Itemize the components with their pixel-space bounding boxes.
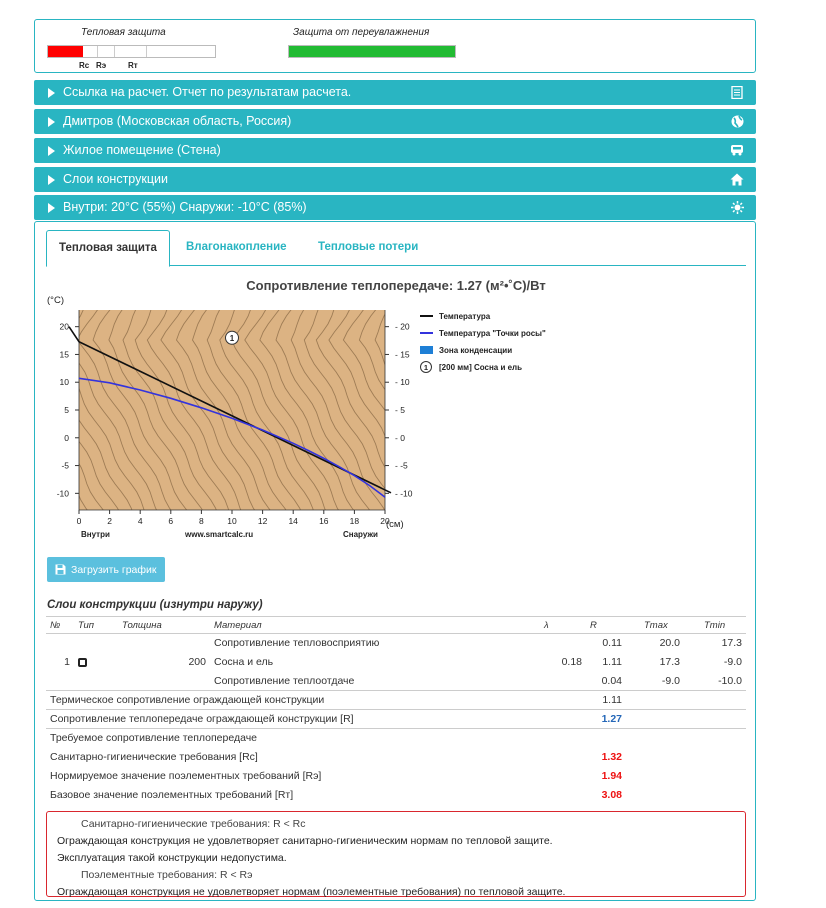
thermal-resistance-value: 1.11	[586, 691, 626, 710]
expand-triangle-icon	[48, 88, 55, 98]
thermal-protection-fill	[48, 46, 83, 57]
x-label-outside: Снаружи	[343, 530, 378, 539]
bar-tick	[97, 46, 98, 57]
y-tick-label: 10	[59, 377, 69, 388]
bar-tick	[146, 46, 147, 57]
row-tmin: 17.3	[721, 637, 742, 650]
accordion-room-type[interactable]	[34, 138, 756, 163]
x-label-site: www.smartcalc.ru	[185, 530, 254, 539]
temperature-chart	[35, 292, 735, 542]
y-tick-label: 0	[64, 432, 69, 443]
accordion-label: Ссылка на расчет. Отчет по результатам расчета.	[63, 85, 352, 99]
row-material: Сопротивление теплоотдаче	[214, 674, 355, 687]
layers-section-title: Слои конструкции (изнутри наружу)	[47, 599, 263, 611]
accordion-label: Дмитров (Московская область, Россия)	[63, 114, 292, 128]
row-lambda: 0.18	[561, 656, 582, 668]
requirement-row	[46, 748, 746, 767]
table-header-row	[46, 617, 746, 634]
heat-transfer-resistance-row	[46, 710, 746, 729]
row-tmin: -10.0	[718, 674, 742, 687]
requirement-value: 1.32	[601, 751, 622, 763]
alert-sanitary-message: Ограждающая конструкция не удовлетворяет санитарно-гигиеническим нормам по тепловой защите.	[57, 835, 553, 847]
document-icon	[730, 85, 744, 99]
y-tick-label: 15	[59, 349, 69, 360]
y-tick-label-right: - -5	[395, 460, 408, 471]
row-tmax: 17.3	[659, 656, 680, 668]
x-tick-label: 20	[380, 516, 390, 526]
row-number	[46, 672, 74, 691]
requirement-value: 3.08	[601, 789, 622, 801]
col-number: №	[46, 617, 74, 634]
alert-element-message: Ограждающая конструкция не удовлетворяет нормам (поэлементные требования) по тепловой защите.	[57, 886, 566, 898]
col-type: Тип	[74, 617, 118, 634]
accordion-climate[interactable]	[34, 195, 756, 220]
layers-table	[46, 616, 746, 805]
row-material: Сосна и ель	[214, 656, 274, 668]
download-chart-label: Загрузить график	[71, 563, 157, 576]
requirement-row	[46, 786, 746, 805]
thermal-resistance-label: Термическое сопротивление ограждающей конструкции	[46, 691, 540, 710]
table-row	[46, 672, 746, 691]
table-row	[46, 634, 746, 653]
y-tick-label-right: - 5	[395, 405, 405, 415]
col-thickness: Толщина	[118, 617, 210, 634]
moisture-protection-bar	[288, 45, 456, 58]
bar-tick	[114, 46, 115, 57]
y-tick-label-right: - 10	[395, 377, 410, 388]
alert-operation-message: Эксплуатация такой конструкции недопустима.	[57, 852, 287, 864]
accordion-location[interactable]	[34, 109, 756, 134]
y-tick-label-right: - 20	[395, 321, 410, 332]
requirement-row	[46, 767, 746, 786]
legend-swatch	[420, 346, 433, 354]
x-tick-label: 12	[257, 516, 268, 526]
x-tick-label: 4	[137, 516, 143, 526]
moisture-protection-fill	[289, 46, 455, 57]
thermal-protection-bar	[47, 45, 216, 58]
x-axis-unit: (см)	[386, 519, 404, 530]
row-type	[74, 672, 118, 691]
y-tick-label-right: - -10	[395, 488, 413, 499]
results-panel	[34, 221, 756, 901]
y-axis-unit: (°C)	[47, 295, 64, 306]
requirement-value: 1.94	[601, 770, 622, 782]
layer-marker-label: 1	[229, 333, 235, 343]
moisture-protection-title: Защита от переувлажнения	[293, 27, 430, 38]
x-tick-label: 6	[168, 516, 174, 526]
tab-heat-loss[interactable]: Тепловые потери	[318, 241, 419, 253]
thermal-resistance-row	[46, 691, 746, 710]
x-label-inside: Внутри	[81, 530, 110, 539]
col-material: Материал	[210, 617, 540, 634]
expand-triangle-icon	[48, 146, 55, 156]
accordion-construction-layers[interactable]	[34, 167, 756, 192]
wood-grain-line	[35, 300, 76, 516]
download-chart-button[interactable]	[47, 557, 165, 582]
row-number: 1	[64, 656, 70, 668]
x-tick-label: 0	[76, 516, 82, 526]
alert-element-condition: Поэлементные требования: R < Rэ	[81, 869, 253, 881]
x-tick-label: 14	[288, 516, 298, 526]
row-tmax: -9.0	[661, 674, 680, 687]
legend-label: Температура "Точки росы"	[439, 329, 546, 338]
thermal-protection-title: Тепловая защита	[81, 27, 166, 38]
requirement-label: Санитарно-гигиенические требования [Rc]	[50, 751, 258, 763]
expand-triangle-icon	[48, 203, 55, 213]
legend-label: [200 мм] Сосна и ель	[439, 363, 523, 372]
col-tmin: Tmin	[684, 617, 746, 634]
x-tick-label: 10	[227, 516, 237, 526]
col-lambda: λ	[540, 617, 586, 634]
indicators-panel	[34, 19, 756, 73]
tab-moisture[interactable]: Влагонакопление	[186, 241, 287, 253]
y-tick-label-right: - 15	[395, 349, 410, 360]
row-r: 1.11	[602, 656, 622, 668]
required-resistance-row	[46, 729, 746, 748]
row-thickness	[118, 634, 210, 653]
accordion-label: Жилое помещение (Стена)	[63, 143, 221, 157]
row-number	[46, 634, 74, 653]
expand-triangle-icon	[48, 175, 55, 185]
col-r: R	[586, 617, 626, 634]
row-thickness	[118, 672, 210, 691]
alert-sanitary-condition: Санитарно-гигиенические требования: R < Rc	[81, 818, 306, 830]
x-tick-label: 2	[107, 516, 112, 526]
table-row[interactable]	[46, 653, 746, 672]
expand-triangle-icon	[48, 117, 55, 127]
heat-transfer-resistance-label: Сопротивление теплопередаче ограждающей конструкции [R]	[46, 710, 540, 729]
y-tick-label: -5	[61, 460, 69, 471]
legend-label: Зона конденсации	[439, 346, 513, 355]
tab-bar	[46, 230, 746, 266]
legend-label: Температура	[439, 312, 491, 321]
tab-thermal-protection[interactable]: Тепловая защита	[46, 230, 170, 267]
x-tick-label: 16	[319, 516, 329, 526]
tick-label-re: Rэ	[96, 61, 107, 70]
row-tmax: 20.0	[659, 637, 680, 650]
row-lambda	[540, 672, 586, 691]
globe-icon	[730, 114, 744, 128]
y-tick-label: -10	[56, 488, 69, 499]
chart-title: Сопротивление теплопередаче: 1.27 (м²•˚С)/Вт	[246, 278, 546, 293]
row-r: 0.11	[602, 637, 622, 650]
sun-icon	[730, 200, 744, 214]
accordion-label: Слои конструкции	[63, 172, 168, 186]
layer-type-checkbox-icon[interactable]	[78, 658, 87, 667]
floppy-disk-icon	[55, 564, 66, 575]
bus-icon	[730, 143, 744, 157]
legend-marker-label: 1	[423, 363, 429, 372]
required-resistance-label: Требуемое сопротивление теплопередаче	[46, 729, 746, 748]
y-tick-label: 5	[64, 405, 69, 415]
row-material: Сопротивление тепловосприятию	[214, 637, 380, 650]
row-type	[74, 653, 118, 672]
requirement-label: Базовое значение поэлементных требований [Rт]	[50, 789, 294, 801]
tick-label-rc: Rc	[79, 61, 90, 70]
col-tmax: Tmax	[626, 617, 684, 634]
row-tmin: -9.0	[723, 656, 742, 668]
row-r: 0.04	[601, 674, 622, 687]
row-thickness: 200	[188, 656, 206, 668]
accordion-report-link[interactable]	[34, 80, 756, 105]
y-tick-label: 20	[59, 321, 69, 332]
x-tick-label: 8	[199, 516, 204, 526]
home-icon	[730, 172, 744, 186]
tick-label-rt: Rт	[128, 61, 138, 70]
y-tick-label-right: - 0	[395, 432, 405, 443]
requirements-alert	[46, 811, 746, 897]
row-lambda	[540, 634, 586, 653]
wood-grain-line	[35, 300, 62, 516]
accordion-label: Внутри: 20°C (55%) Снаружи: -10°C (85%)	[63, 200, 307, 214]
x-tick-label: 18	[349, 516, 360, 526]
row-type	[74, 634, 118, 653]
requirement-label: Нормируемое значение поэлементных требований [Rэ]	[50, 770, 322, 782]
heat-transfer-resistance-value: 1.27	[586, 710, 626, 729]
